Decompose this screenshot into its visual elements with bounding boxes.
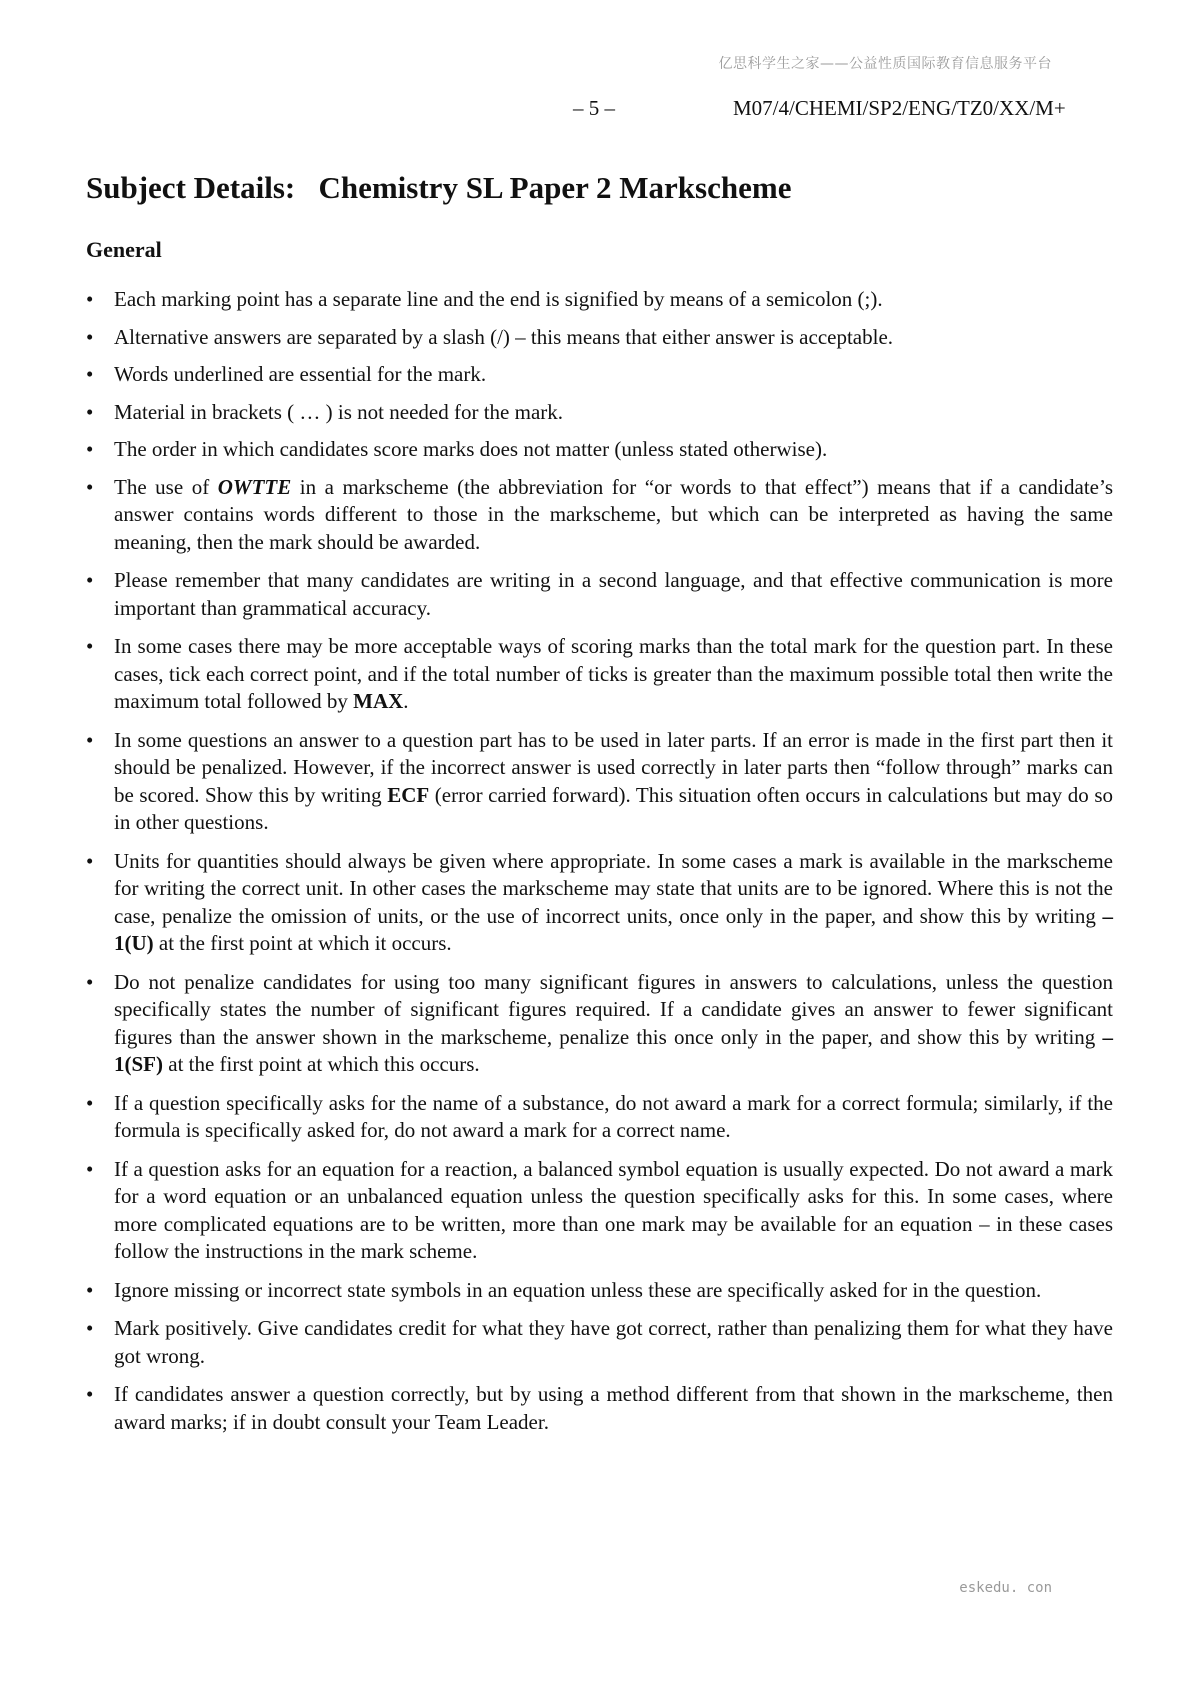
marking-rule-text: Do not penalize candidates for using too many significant figures in answers to calculations, unless the question specifically states the number of significant figures required. If a candidate gives an answer to fewer significant figures than the answer shown in the markscheme, penalize this once only in the paper, and show this by writing –1(SF) at the first point at which this occurs. xyxy=(114,969,1113,1076)
marking-rule-item xyxy=(86,848,1113,958)
marking-rule-item xyxy=(86,1277,1113,1305)
bullet-icon: • xyxy=(86,568,94,592)
marking-rule-text: Ignore missing or incorrect state symbols in an equation unless these are specifically asked for in the question. xyxy=(114,1277,1042,1302)
marking-rule-text: If a question specifically asks for the name of a substance, do not award a mark for a correct formula; similarly, if the formula is specifically asked for, do not award a mark for a correct name. xyxy=(114,1090,1113,1142)
marking-rule-item xyxy=(86,436,1113,464)
marking-rule-text: Mark positively. Give candidates credit for what they have got correct, rather than penalizing them for what they have got wrong. xyxy=(114,1316,1113,1368)
page-number: – 5 – xyxy=(573,96,615,120)
bullet-icon: • xyxy=(86,969,94,994)
page-title: Subject Details: Chemistry SL Paper 2 Markscheme xyxy=(86,170,792,205)
marking-rule-text: If a question asks for an equation for a reaction, a balanced symbol equation is usually expected. Do not award a mark for a word equation or an unbalanced equation unless the question specifically asks for this. In some cases, where more complicated equations are to be written, more than one mark may be available for an equation – in these cases follow the instructions in the mark scheme. xyxy=(114,1156,1113,1263)
marking-rule-item xyxy=(86,567,1113,622)
marking-rule-item xyxy=(86,1156,1113,1266)
marking-rule-item xyxy=(86,969,1113,1079)
marking-rule-text: Units for quantities should always be given where appropriate. In some cases a mark is available in the markscheme for writing the correct unit. In other cases the markscheme may state that units are to be ignored. Where this is not the case, penalize the omission of units, or the use of incorrect units, once only in the paper, and show this by writing –1(U) at the first point at which it occurs. xyxy=(114,848,1113,955)
marking-rule-text: The use of OWTTE in a markscheme (the abbreviation for “or words to that effect”) means that if a candidate’s answer contains words different to those in the markscheme, but which can be interpreted as having the same meaning, then the mark should be awarded. xyxy=(114,474,1113,554)
marking-rule-text: In some questions an answer to a question part has to be used in later parts. If an error is made in the first part then it should be penalized. However, if the incorrect answer is used correctly in later parts then “follow through” marks can be scored. Show this by writing ECF (error carried forward). This situation often occurs in calculations but may do so in other questions. xyxy=(114,727,1113,834)
watermark-bottom: eskedu. con xyxy=(959,1580,1052,1596)
bullet-icon: • xyxy=(86,727,94,752)
marking-rule-item xyxy=(86,286,1113,314)
marking-rule-item xyxy=(86,399,1113,427)
marking-rule-text: Each marking point has a separate line and the end is signified by means of a semicolon (;). xyxy=(114,287,883,311)
bullet-icon: • xyxy=(86,634,94,658)
bullet-icon: • xyxy=(86,362,94,386)
bullet-icon: • xyxy=(86,399,94,424)
bullet-icon: • xyxy=(86,1382,94,1406)
marking-rule-item xyxy=(86,1381,1113,1436)
section-heading-general: General xyxy=(86,237,162,262)
marking-rule-item xyxy=(86,633,1113,716)
bullet-icon: • xyxy=(86,474,94,499)
bullet-icon: • xyxy=(86,1277,94,1302)
marking-rule-item xyxy=(86,324,1113,352)
marking-rule-text: Please remember that many candidates are writing in a second language, and that effective communication is more important than grammatical accuracy. xyxy=(114,568,1113,620)
marking-rule-text: Words underlined are essential for the mark. xyxy=(114,362,487,386)
marking-rule-text: Alternative answers are separated by a slash (/) – this means that either answer is acceptable. xyxy=(114,324,894,349)
marking-rule-item xyxy=(86,1090,1113,1145)
marking-rule-item xyxy=(86,474,1113,557)
marking-rule-text: The order in which candidates score marks does not matter (unless stated otherwise). xyxy=(114,437,828,461)
marking-rule-item xyxy=(86,1315,1113,1370)
marking-rule-text: In some cases there may be more acceptable ways of scoring marks than the total mark for the question part. In these cases, tick each correct point, and if the total number of ticks is greater than the maximum possible total then write the maximum total followed by MAX. xyxy=(114,634,1113,713)
marking-rule-item xyxy=(86,727,1113,837)
marking-rule-item xyxy=(86,361,1113,389)
watermark-top: 亿思科学生之家——公益性质国际教育信息服务平台 xyxy=(718,56,1052,72)
bullet-icon: • xyxy=(86,1090,94,1115)
marking-rules-list xyxy=(86,286,1113,1446)
bullet-icon: • xyxy=(86,287,94,311)
marking-rule-text: If candidates answer a question correctly, but by using a method different from that shown in the markscheme, then award marks; if in doubt consult your Team Leader. xyxy=(114,1382,1113,1434)
bullet-icon: • xyxy=(86,848,94,873)
document-reference-code: M07/4/CHEMI/SP2/ENG/TZ0/XX/M+ xyxy=(733,96,1066,120)
marking-rule-text: Material in brackets ( … ) is not needed for the mark. xyxy=(114,399,564,424)
bullet-icon: • xyxy=(86,324,94,349)
bullet-icon: • xyxy=(86,437,94,461)
bullet-icon: • xyxy=(86,1156,94,1181)
bullet-icon: • xyxy=(86,1316,94,1340)
